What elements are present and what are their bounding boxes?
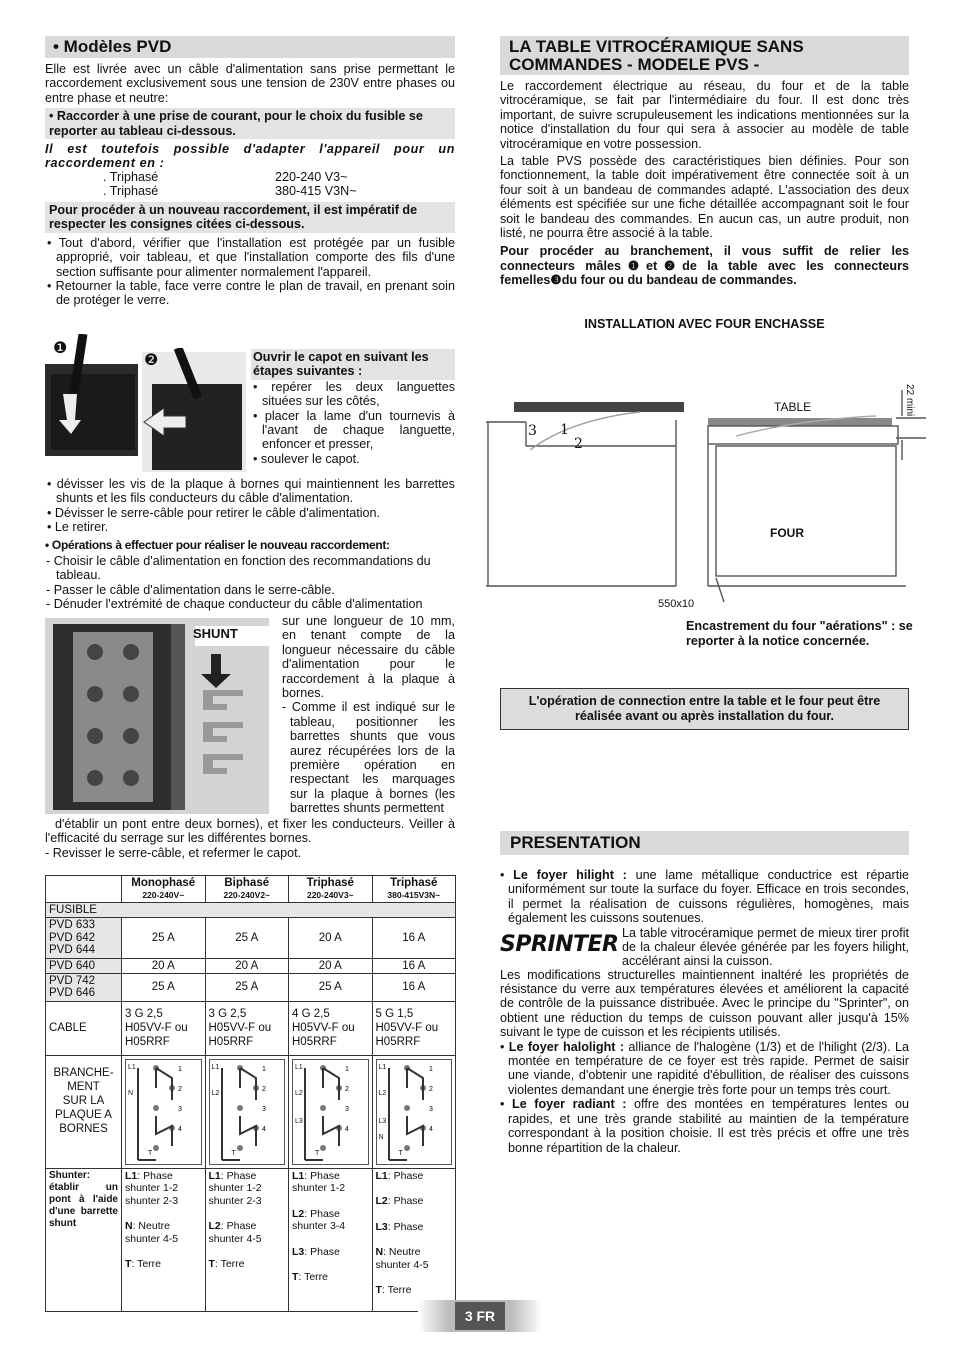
side-text xyxy=(282,614,455,816)
terminal-number: 2 xyxy=(178,1085,182,1093)
shunter-cell xyxy=(46,1168,122,1311)
capot-list xyxy=(251,380,455,466)
halo-para: • Le foyer halolight : alliance de l'halogène (1/3) et de l'hilight (2/3). La montée en température de ce foyer est très rapide. Permet de saisir une viande, d'obtenir une rapidité d'ébullition, de réaliser des cuissons violentes demandant une énergie très forte pour un temps très court. xyxy=(500,1039,909,1097)
last-dash: - Revisser le serre-câble, et refermer le capot. xyxy=(45,845,302,860)
schematic-label: T xyxy=(148,1149,153,1157)
schematic-label: L1 xyxy=(128,1063,136,1071)
legend-value: : Phase xyxy=(387,1220,424,1233)
dashes-1 xyxy=(45,554,455,612)
pvs-p2: La table PVS possède des caractéristiques bien définies. Pour son fonctionnement, la table doit impérativement être connectée soit à un four soit à un bandeau de commandes adapté. L'association des deux éléments est spécifiée sur une fiche détaillée accompagnant soit le four soit le bandeau des commandes. En aucun cas, un autre produit, non listé, ne pourra être associé à la table. xyxy=(500,154,909,241)
terminal-screw xyxy=(320,1145,326,1151)
shunter-label: Shunter: xyxy=(49,1169,91,1181)
pvs-p3: Pour procéder au branchement, il vous suffit de relier les connecteurs mâles❶et❷de la table avec les connecteurs femelles❸du four ou du bandeau de commandes. xyxy=(500,244,909,288)
legend-cell xyxy=(289,1168,373,1311)
shunter-desc: établir un pont à l'aide d'une barrette shunt xyxy=(49,1181,118,1229)
row-label: CABLE xyxy=(46,1001,122,1055)
legend-entry xyxy=(125,1170,202,1208)
schematic-cell xyxy=(205,1055,289,1168)
ops-title: • Opérations à effectuer pour réaliser le nouveau raccordement: xyxy=(45,537,390,552)
table-row xyxy=(46,958,456,973)
terminal-number: 4 xyxy=(428,1125,433,1133)
schematic-label: L3 xyxy=(378,1117,387,1125)
list-item: • repérer les deux languettes situées sur les côtés, xyxy=(251,380,455,409)
cell: 16 A xyxy=(372,973,456,1001)
cell: 25 A xyxy=(122,918,206,959)
list-item: • placer la lame d'un tournevis à l'avant de chaque languette, enfoncer et presser, xyxy=(251,409,455,452)
connector-1: 3 xyxy=(528,423,537,439)
legend-value: : Phase shunter 1-2 xyxy=(292,1169,346,1194)
band-new-connection: Pour procéder à un nouveau raccordement, il est impératif de respecter les consignes citées ci-dessous. xyxy=(45,202,455,233)
schematic-label: T xyxy=(315,1149,320,1157)
legend-key: L2 xyxy=(292,1207,305,1220)
legend-value: : Phase shunter 1-2 shunter 2-3 xyxy=(208,1169,262,1207)
dismantle-block xyxy=(45,477,455,612)
legend-value: : Terre xyxy=(214,1258,245,1270)
terminal-schematic xyxy=(292,1059,369,1165)
legend-entry xyxy=(125,1258,202,1271)
list-item: • Tout d'abord, vérifier que l'installation est protégée par un fusible approprié, voir tableau, et que l'installation comporte des fils d'une section suffisante pour alimenter normalement l'appareil. xyxy=(45,236,455,279)
connector-3: 2 xyxy=(574,436,583,452)
cell: 25 A xyxy=(205,918,289,959)
sprinter-logo: SPRINTER xyxy=(500,931,619,957)
terminal-number: 2 xyxy=(345,1085,349,1093)
terminal-screw xyxy=(404,1145,410,1151)
cell: 25 A xyxy=(289,973,373,1001)
schematic-cell xyxy=(122,1055,206,1168)
photo-step-1 xyxy=(45,334,153,458)
presentation-section xyxy=(500,831,909,1155)
halo-text: alliance de l'halogène (1/3) et de l'hilight (2/3). La montée en température de ce foyer est très rapide. Permet de saisir une viande, d'obtenir une rapidité d'ébullition, de réaliser des cuissons violentes demandant une énergie très forte pour un temps très court. xyxy=(508,1039,909,1097)
branch-row xyxy=(46,1055,456,1168)
legend-key: L1 xyxy=(208,1169,221,1182)
legend-value: : Phase shunter 4-5 xyxy=(208,1220,262,1245)
bullets-1 xyxy=(45,236,455,308)
sprinter-cont: Les modifications structurelles maintiennent inaltéré les propriétés de résistance du verre aux températures élevées et améliorent la capacité de contrôle de la puissance distribuée. Avec le principe du "Sprinter", on obtient une réduction du temps de cuisson pouvant aller jusqu'à 15% suivant le type de cuisson et les récipients utilisés. xyxy=(500,967,909,1040)
legend-entry xyxy=(209,1170,286,1208)
cell: 25 A xyxy=(122,973,206,1001)
legend-entry xyxy=(376,1221,453,1234)
schematic-label: L3 xyxy=(295,1117,303,1125)
cell: 16 A xyxy=(372,958,456,973)
band-fuse-note: • Raccorder à une prise de courant, pour le choix du fusible se reporter au tableau ci-dessous. xyxy=(45,108,455,139)
schematic-cell xyxy=(289,1055,373,1168)
side-text-2: - Comme il est indiqué sur le tableau, positionner les barrettes shunts que vous aurez récupérées lors de la première opération en respectant les marquages sur la plaque à bornes (les barrettes shunts permettent xyxy=(282,700,455,816)
terminal-number: 3 xyxy=(345,1105,349,1113)
section-title-pvd: • Modèles PVD xyxy=(45,36,455,58)
cell: 3 G 2,5 H05VV-F ou H05RRF xyxy=(205,1001,289,1055)
schematic-label: T xyxy=(398,1149,403,1157)
terminal-number: 1 xyxy=(178,1065,182,1073)
sprinter-block xyxy=(500,926,909,970)
legend-entry xyxy=(376,1284,453,1297)
pvd-intro: Elle est livrée avec un câble d'alimentation sans prise permettant le raccordement exclusivement sous une tension de 230V entre phases ou entre phase et neutre: xyxy=(45,62,455,105)
four-label: FOUR xyxy=(770,526,804,540)
legend-key: T xyxy=(375,1284,382,1296)
terminal-screw xyxy=(320,1105,326,1111)
cable-row xyxy=(46,1001,456,1055)
schematic-label: L1 xyxy=(295,1063,303,1071)
row-label: PVD 633 PVD 642 PVD 644 xyxy=(46,918,122,959)
legend-key: L3 xyxy=(292,1245,305,1258)
legend-entry xyxy=(292,1271,369,1284)
row-label: PVD 640 xyxy=(46,958,122,973)
sprinter-side: La table vitrocéramique permet de mieux tirer profit de la chaleur élevée générée par les foyers hilight, accélérant ainsi la cuisson. xyxy=(622,925,909,969)
cell: 4 G 2,5 H05VV-F ou H05RRF xyxy=(289,1001,373,1055)
legend-entry xyxy=(292,1246,369,1259)
terminal-schematic xyxy=(125,1059,202,1165)
legend-value: : Terre xyxy=(131,1258,161,1270)
cell: 5 G 1,5 H05VV-F ou H05RRF xyxy=(372,1001,456,1055)
terminal-number: 1 xyxy=(261,1065,266,1073)
cell: 20 A xyxy=(289,958,373,973)
cell: 20 A xyxy=(205,958,289,973)
list-item: - Dénuder l'extrémité de chaque conducteur du câble d'alimentation xyxy=(45,597,455,611)
legend-key: L1 xyxy=(292,1169,305,1182)
step-number: ❷ xyxy=(144,352,159,369)
legend-value: : Neutre shunter 4-5 xyxy=(125,1220,179,1245)
tri-row-1 xyxy=(103,170,455,184)
tri-value: 220-240 V3~ xyxy=(275,170,348,185)
fuse-table xyxy=(45,875,456,1312)
legend-cell xyxy=(372,1168,456,1311)
terminal-screw xyxy=(153,1145,159,1151)
right-column xyxy=(500,36,909,331)
radiant-para: • Le foyer radiant : offre des montées en températures lentes ou rapides, et une très grande stabilité au maintien de la température correspondant à la position choisie. Il est très précis et offre une très bonne répartition de la chaleur. xyxy=(500,1097,909,1155)
tri-value: 380-415 V3N~ xyxy=(275,184,357,199)
table-corner xyxy=(46,876,122,903)
schematic-drawing xyxy=(210,1060,276,1164)
terminal-schematic xyxy=(376,1059,453,1165)
legend-key: L1 xyxy=(125,1169,138,1182)
adapt-note: Il est toutefois possible d'adapter l'appareil pour un raccordement en : xyxy=(45,142,455,171)
section-title-pvs: LA TABLE VITROCÉRAMIQUE SANS COMMANDES - MODELE PVS - xyxy=(500,36,909,75)
legend-value: : Phase shunter 3-4 xyxy=(292,1207,346,1232)
hilight-key: Le foyer hilight : xyxy=(513,868,627,882)
schematic-label: N xyxy=(378,1133,384,1141)
table-row xyxy=(46,918,456,959)
legend-value: : Terre xyxy=(298,1271,328,1283)
schematic-drawing xyxy=(293,1060,359,1164)
terminal-number: 2 xyxy=(261,1085,266,1093)
table-header: Monophasé 220-240V~ xyxy=(122,876,206,903)
legend-key: T xyxy=(292,1271,299,1283)
mini-label: 22 mini xyxy=(904,384,915,417)
radiant-key: Le foyer radiant : xyxy=(512,1097,627,1112)
legend-entry xyxy=(376,1246,453,1271)
terminal-screw xyxy=(237,1145,243,1151)
after-text: d'établir un pont entre deux bornes), et fixer les conducteurs. Veiller à l'efficacité du serrage sur les différentes bornes. xyxy=(45,817,455,846)
terminal-block-photo xyxy=(45,618,269,814)
schematic-cell xyxy=(372,1055,456,1168)
list-item: • Retourner la table, face verre contre le plan de travail, en prenant soin de protéger le verre. xyxy=(45,279,455,308)
legend-key: L3 xyxy=(375,1220,388,1233)
tri-label: . Triphasé xyxy=(103,170,159,185)
legend-key: N xyxy=(125,1220,133,1232)
schematic-label: L2 xyxy=(295,1089,303,1097)
legend-entry xyxy=(209,1258,286,1271)
table-header: Biphasé 220-240V2~ xyxy=(205,876,289,903)
row-label: BRANCHE- MENT SUR LA PLAQUE A BORNES xyxy=(46,1055,122,1168)
terminal-screw xyxy=(404,1105,410,1111)
fusible-label: FUSIBLE xyxy=(46,903,456,918)
legend-key: L2 xyxy=(375,1195,388,1207)
terminal-screw xyxy=(237,1105,243,1111)
schematic-label: L2 xyxy=(378,1089,387,1097)
capot-title: Ouvrir le capot en suivant les étapes suivantes : xyxy=(251,349,455,380)
capot-steps xyxy=(251,349,455,466)
dim-label: 550x10 xyxy=(658,598,695,610)
legend-value: : Phase xyxy=(387,1169,424,1182)
cell: 3 G 2,5 H05VV-F ou H05RRF xyxy=(122,1001,206,1055)
cell: 16 A xyxy=(372,918,456,959)
page-number xyxy=(418,1300,542,1332)
side-text-1: sur une longueur de 10 mm, en tenant compte de la longueur nécessaire du câble d'alimentation pour le raccordement à la plaque à bornes. xyxy=(282,614,455,701)
row-label: PVD 742 PVD 646 xyxy=(46,973,122,1001)
pvs-p1: Le raccordement électrique au réseau, du four et de la table vitrocéramique, se fait par l'intermédiaire du four. Il est donc très important, de suivre scrupuleusement les indications mentionnées sur la notice d'installation du four qui sera à associer au modèle de table vitrocéramique en votre possession. xyxy=(500,79,909,151)
schematic-label: N xyxy=(128,1089,134,1097)
tri-label: . Triphasé xyxy=(103,184,159,199)
schematic-label: T xyxy=(231,1149,236,1157)
legend-value: : Neutre shunter 4-5 xyxy=(375,1246,429,1271)
list-item: • Dévisser le serre-câble pour retirer le câble d'alimentation. xyxy=(45,506,455,520)
terminal-screw xyxy=(153,1105,159,1111)
table-label: TABLE xyxy=(774,400,812,414)
legend-row xyxy=(46,1168,456,1311)
legend-entry xyxy=(376,1195,453,1208)
schematic-drawing xyxy=(126,1060,192,1164)
halo-key: Le foyer halolight : xyxy=(508,1039,625,1054)
legend-value: : Terre xyxy=(381,1284,412,1296)
table-header: Triphasé 220-240V3~ xyxy=(289,876,373,903)
cell: 20 A xyxy=(122,958,206,973)
cell: 25 A xyxy=(205,973,289,1001)
page-number-text: 3 FR xyxy=(455,1302,505,1330)
terminal-number: 2 xyxy=(428,1085,433,1093)
legend-key: N xyxy=(375,1246,384,1258)
legend-key: T xyxy=(125,1258,132,1270)
legend-value: : Phase xyxy=(304,1245,340,1258)
list-item: • dévisser les vis de la plaque à bornes qui maintiennent les barrettes shunts et les fils conducteurs du câble d'alimentation. xyxy=(45,477,455,506)
left-column xyxy=(45,36,455,308)
legend-cell xyxy=(122,1168,206,1311)
legend-key: T xyxy=(208,1258,215,1270)
legend-entry xyxy=(125,1220,202,1245)
after-text-block xyxy=(45,817,455,860)
table-header: Triphasé 380-415V3N~ xyxy=(372,876,456,903)
legend-value: : Phase shunter 1-2 shunter 2-3 xyxy=(125,1169,179,1207)
terminal-number: 4 xyxy=(345,1125,349,1133)
encast-note: Encastrement du four "aérations" : se reporter à la notice concernée. xyxy=(686,619,913,648)
radiant-text: offre des montées en températures lentes ou rapides, et une très grande stabilité au maintien de la température correspondant à la position choisie. Il est très précis et offre une très bonne répartition de la chaleur. xyxy=(508,1097,909,1155)
list-item: - Passer le câble d'alimentation dans le serre-câble. xyxy=(45,583,455,597)
terminal-schematic xyxy=(209,1059,286,1165)
terminal-number: 1 xyxy=(345,1065,349,1073)
legend-key: L2 xyxy=(208,1220,221,1232)
list-item: • soulever le capot. xyxy=(251,452,455,466)
schematic-label: L1 xyxy=(211,1063,220,1071)
schematic-drawing xyxy=(377,1060,443,1164)
tri-row-2 xyxy=(103,184,455,198)
install-title: INSTALLATION AVEC FOUR ENCHASSE xyxy=(584,316,825,331)
list-item: • Le retirer. xyxy=(45,520,455,534)
legend-key: L1 xyxy=(375,1169,388,1182)
legend-value: : Phase xyxy=(387,1195,424,1207)
step-number: ❶ xyxy=(53,340,68,357)
terminal-number: 1 xyxy=(428,1065,433,1073)
legend-entry xyxy=(292,1208,369,1233)
legend-entry xyxy=(209,1220,286,1245)
hilight-text: une lame métallique conductrice est répartie uniformément sur toute la surface du foyer. Efficace en trois secondes, il permet la réalisation de cuissons régulières, homogènes, mais également les cuissons soutenues. xyxy=(508,868,910,926)
cell: 20 A xyxy=(289,918,373,959)
terminal-number: 3 xyxy=(428,1105,433,1113)
legend-cell xyxy=(205,1168,289,1311)
installation-diagram xyxy=(486,380,926,616)
hilight-para: • Le foyer hilight : une lame métallique conductrice est répartie uniformément sur toute la surface du foyer. Efficace en trois secondes, il permet la réalisation de cuissons régulières, homogènes, mais également les cuissons soutenues. xyxy=(500,868,910,926)
shunt-label: SHUNT xyxy=(193,626,238,641)
photo-step-2 xyxy=(138,348,248,476)
legend-entry xyxy=(292,1170,369,1195)
schematic-label: L2 xyxy=(211,1089,220,1097)
legend-entry xyxy=(376,1170,453,1183)
terminal-number: 4 xyxy=(178,1125,182,1133)
table-row xyxy=(46,973,456,1001)
terminal-number: 3 xyxy=(261,1105,266,1113)
terminal-number: 3 xyxy=(178,1105,182,1113)
terminal-number: 4 xyxy=(261,1125,266,1133)
presentation-title: PRESENTATION xyxy=(500,831,909,855)
connector-2: 1 xyxy=(560,422,569,438)
list-item: - Choisir le câble d'alimentation en fonction des recommandations du tableau. xyxy=(45,554,455,583)
connection-box: L'opération de connection entre la table et le four peut être réalisée avant ou après installation du four. xyxy=(500,688,909,730)
schematic-label: L1 xyxy=(378,1063,387,1071)
bullets-2 xyxy=(45,477,455,535)
